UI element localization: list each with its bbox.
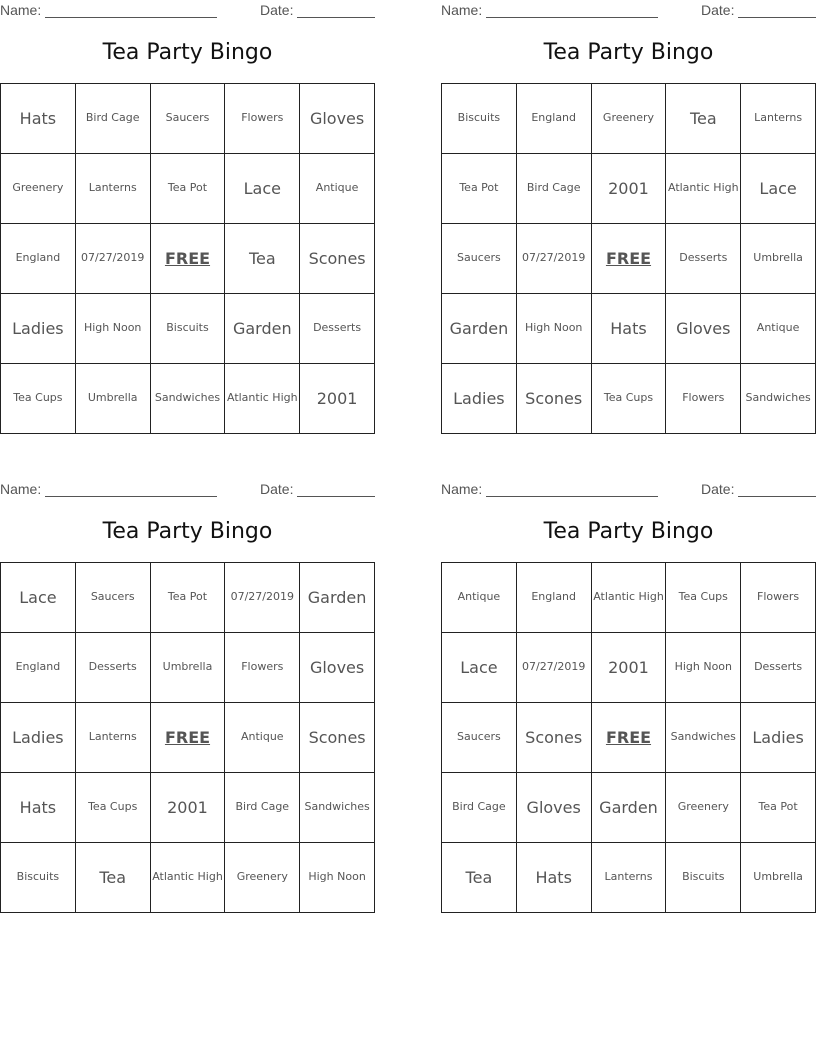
bingo-cell: Tea Cups (76, 773, 151, 843)
date-blank-line (297, 17, 375, 18)
bingo-cell: Bird Cage (76, 84, 151, 154)
bingo-card (441, 479, 816, 919)
bingo-cell: Lanterns (741, 84, 816, 154)
bingo-cell: Scones (300, 703, 375, 773)
bingo-cell: High Noon (300, 843, 375, 913)
bingo-cell: Bird Cage (517, 154, 592, 224)
bingo-cell: Lace (741, 154, 816, 224)
bingo-cell: Scones (517, 364, 592, 434)
bingo-cell: Lace (1, 563, 76, 633)
name-label: Name: (441, 481, 483, 497)
bingo-cell: Tea (76, 843, 151, 913)
name-label: Name: (441, 2, 483, 18)
bingo-cell: Gloves (300, 633, 375, 703)
bingo-cell: Greenery (225, 843, 300, 913)
bingo-cell: Saucers (442, 703, 517, 773)
bingo-cell: Biscuits (666, 843, 741, 913)
bingo-cell: Tea Cups (666, 563, 741, 633)
bingo-cell: Umbrella (76, 364, 151, 434)
bingo-cell: Ladies (442, 364, 517, 434)
bingo-cell: High Noon (76, 294, 151, 364)
card-title: Tea Party Bingo (543, 40, 714, 65)
bingo-cell: 07/27/2019 (517, 633, 592, 703)
name-date-row (441, 481, 816, 499)
bingo-cell: Lace (225, 154, 300, 224)
name-label: Name: (0, 2, 42, 18)
bingo-cell: Greenery (592, 84, 667, 154)
bingo-cell: Ladies (741, 703, 816, 773)
bingo-cell: Lace (442, 633, 517, 703)
bingo-cell: Scones (517, 703, 592, 773)
bingo-cell: Tea Pot (151, 154, 226, 224)
date-label: Date: (701, 481, 735, 497)
bingo-cell: Umbrella (741, 224, 816, 294)
bingo-cell: Tea Pot (151, 563, 226, 633)
bingo-cell: Sandwiches (151, 364, 226, 434)
free-space-cell: FREE (151, 224, 226, 294)
bingo-cell: Tea Pot (741, 773, 816, 843)
bingo-cell: 07/27/2019 (225, 563, 300, 633)
date-label: Date: (260, 2, 294, 18)
bingo-cell: Flowers (225, 84, 300, 154)
bingo-cell: Lanterns (592, 843, 667, 913)
bingo-cell: Gloves (300, 84, 375, 154)
card-title: Tea Party Bingo (102, 40, 273, 65)
name-label: Name: (0, 481, 42, 497)
bingo-cell: Tea Cups (1, 364, 76, 434)
date-label: Date: (701, 2, 735, 18)
name-blank-line (45, 496, 217, 497)
bingo-cell: Flowers (666, 364, 741, 434)
bingo-cell: 2001 (592, 154, 667, 224)
bingo-cell: Ladies (1, 703, 76, 773)
bingo-cell: Hats (1, 84, 76, 154)
bingo-cell: Biscuits (151, 294, 226, 364)
bingo-cell: Hats (1, 773, 76, 843)
bingo-cell: Scones (300, 224, 375, 294)
date-blank-line (297, 496, 375, 497)
bingo-cell: Garden (225, 294, 300, 364)
bingo-cell: Garden (592, 773, 667, 843)
bingo-cell: 2001 (151, 773, 226, 843)
bingo-cell: Lanterns (76, 154, 151, 224)
bingo-cell: Atlantic High (666, 154, 741, 224)
bingo-cell: Gloves (666, 294, 741, 364)
date-label: Date: (260, 481, 294, 497)
bingo-grid (441, 562, 816, 913)
name-blank-line (45, 17, 217, 18)
bingo-cell: Tea Pot (442, 154, 517, 224)
bingo-cell: Flowers (225, 633, 300, 703)
bingo-cell: Tea Cups (592, 364, 667, 434)
bingo-cell: Greenery (666, 773, 741, 843)
bingo-cell: 2001 (300, 364, 375, 434)
name-blank-line (486, 17, 658, 18)
bingo-cell: Antique (442, 563, 517, 633)
bingo-cell: 07/27/2019 (517, 224, 592, 294)
bingo-cell: Greenery (1, 154, 76, 224)
bingo-cell: 07/27/2019 (76, 224, 151, 294)
bingo-cell: Bird Cage (225, 773, 300, 843)
bingo-cell: Flowers (741, 563, 816, 633)
bingo-cell: Sandwiches (300, 773, 375, 843)
bingo-cell: Biscuits (1, 843, 76, 913)
bingo-cell: Garden (300, 563, 375, 633)
card-title: Tea Party Bingo (102, 519, 273, 544)
bingo-cell: Desserts (741, 633, 816, 703)
name-date-row (441, 2, 816, 20)
bingo-cell: Hats (517, 843, 592, 913)
bingo-cell: England (517, 563, 592, 633)
bingo-card (0, 479, 375, 919)
bingo-cell: England (1, 224, 76, 294)
free-space-cell: FREE (592, 224, 667, 294)
free-space-cell: FREE (151, 703, 226, 773)
bingo-cell: Antique (300, 154, 375, 224)
bingo-cell: Bird Cage (442, 773, 517, 843)
date-blank-line (738, 17, 816, 18)
bingo-cell: Desserts (666, 224, 741, 294)
card-title: Tea Party Bingo (543, 519, 714, 544)
bingo-cell: Saucers (151, 84, 226, 154)
bingo-cell: Sandwiches (666, 703, 741, 773)
bingo-grid (441, 83, 816, 434)
bingo-cell: High Noon (666, 633, 741, 703)
free-space-cell: FREE (592, 703, 667, 773)
bingo-cell: Gloves (517, 773, 592, 843)
bingo-cell: Atlantic High (151, 843, 226, 913)
bingo-cell: 2001 (592, 633, 667, 703)
bingo-cell: Antique (741, 294, 816, 364)
name-date-row (0, 481, 375, 499)
bingo-cell: Garden (442, 294, 517, 364)
bingo-cell: Atlantic High (225, 364, 300, 434)
bingo-cell: England (1, 633, 76, 703)
date-blank-line (738, 496, 816, 497)
bingo-cell: Sandwiches (741, 364, 816, 434)
bingo-cell: Desserts (300, 294, 375, 364)
bingo-cell: Desserts (76, 633, 151, 703)
name-date-row (0, 2, 375, 20)
bingo-cell: Biscuits (442, 84, 517, 154)
bingo-cell: Tea (442, 843, 517, 913)
bingo-cell: Atlantic High (592, 563, 667, 633)
bingo-card (0, 0, 375, 440)
name-blank-line (486, 496, 658, 497)
bingo-cell: Hats (592, 294, 667, 364)
bingo-cell: Lanterns (76, 703, 151, 773)
bingo-cell: Umbrella (151, 633, 226, 703)
bingo-cell: Tea (666, 84, 741, 154)
bingo-cell: Ladies (1, 294, 76, 364)
bingo-card (441, 0, 816, 440)
bingo-cell: England (517, 84, 592, 154)
bingo-cell: Tea (225, 224, 300, 294)
bingo-cell: Saucers (76, 563, 151, 633)
bingo-cell: Saucers (442, 224, 517, 294)
bingo-grid (0, 83, 375, 434)
bingo-cell: Antique (225, 703, 300, 773)
bingo-cell: High Noon (517, 294, 592, 364)
bingo-cell: Umbrella (741, 843, 816, 913)
bingo-grid (0, 562, 375, 913)
